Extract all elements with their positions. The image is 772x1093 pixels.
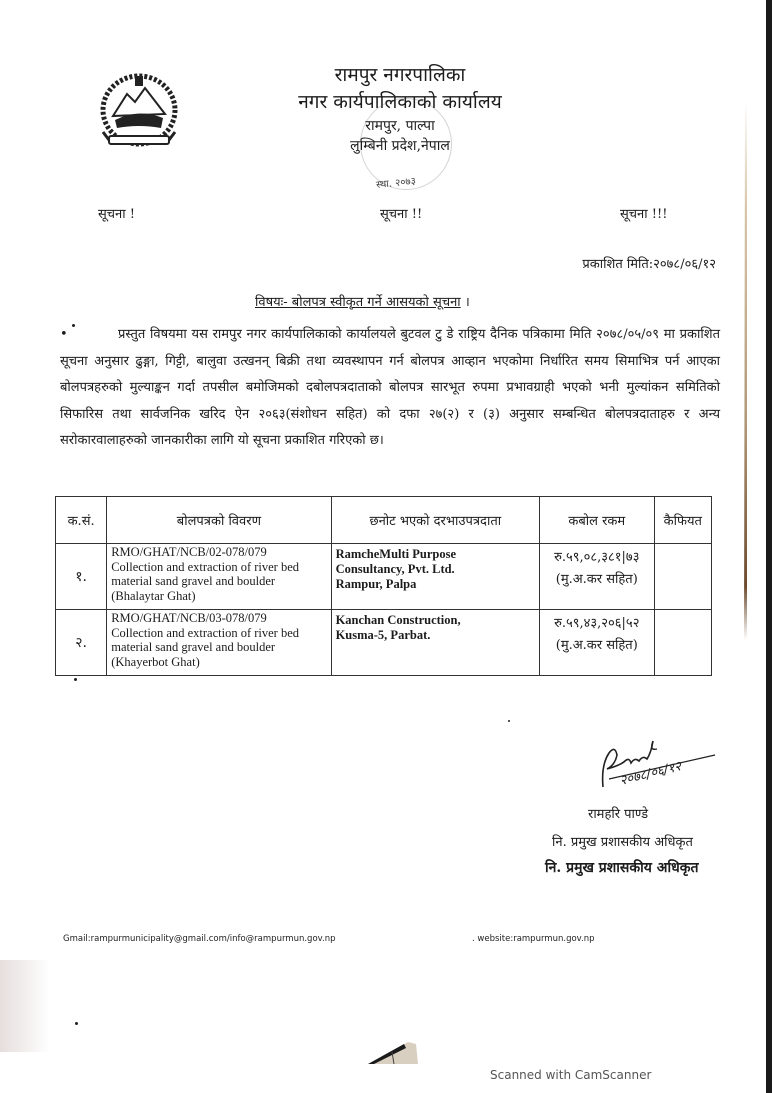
accepted-bids-table: [55, 496, 712, 676]
published-date: प्रकाशित मिति:२०७८/०६/१२: [582, 257, 716, 272]
body-paragraph: [60, 322, 720, 455]
table-row: [56, 610, 712, 676]
camscanner-watermark: Scanned with CamScanner: [490, 1068, 652, 1082]
bid-amount: रु.५९,४३,२०६|५२: [554, 616, 640, 631]
col-bid-amount: कबोल रकम: [540, 497, 655, 544]
bidder-cell: [331, 544, 539, 610]
table-header-row: [56, 497, 712, 544]
scan-speck: [74, 678, 77, 681]
amount-cell: [540, 544, 655, 610]
col-bid-description: बोलपत्रको विवरण: [107, 497, 331, 544]
bid-reference: RMO/GHAT/NCB/03-078/079: [111, 611, 267, 625]
scan-speck: [508, 720, 510, 722]
office-name: नगर कार्यपालिकाको कार्यालय: [298, 91, 502, 113]
photo-artifact: [368, 1040, 426, 1064]
scan-speck: [75, 1022, 78, 1025]
bidder-address: Kusma-5, Parbat.: [335, 628, 431, 642]
footer-dot: .: [472, 934, 478, 944]
tax-note: (मु.अ.कर सहित): [555, 638, 638, 653]
notice-label-3: सूचना !!!: [620, 207, 668, 222]
municipality-name: रामपुर नगरपालिका: [334, 64, 466, 86]
signatory-title-stamp: नि. प्रमुख प्रशासकीय अधिकृत: [545, 860, 699, 876]
notice-body: [60, 322, 720, 455]
signature-date: २०७८/०६/१२: [618, 759, 683, 789]
footer-website: [472, 934, 595, 944]
amount-cell: [540, 610, 655, 676]
bid-site: (Bhalaytar Ghat): [111, 588, 196, 603]
page-shadow: [0, 960, 50, 1052]
screen-edge: [766, 0, 772, 1093]
scan-speck: [72, 324, 75, 327]
handwritten-signature-icon: [595, 735, 725, 795]
col-serial: क.सं.: [56, 497, 107, 544]
bid-reference: RMO/GHAT/NCB/02-078/079: [111, 545, 267, 559]
office-province: लुम्बिनी प्रदेश,नेपाल: [350, 138, 450, 154]
footer-email: Gmail:rampurmunicipality@gmail.com/info@rampurmun.gov.np: [63, 934, 336, 944]
table-row: [56, 544, 712, 610]
bid-site: (Khayerbot Ghat): [111, 654, 200, 669]
notice-label-2: सूचना !!: [380, 207, 423, 222]
signatory-name: रामहरि पाण्डे: [588, 807, 649, 822]
binding-edge: [742, 100, 747, 640]
bid-description: Collection and extraction of river bed material sand gravel and boulder: [111, 559, 299, 588]
remarks-cell: [654, 610, 711, 676]
bidder-cell: [331, 610, 539, 676]
footer-website-text: website:rampurmun.gov.np: [477, 934, 595, 944]
tax-note: (मु.अ.कर सहित): [555, 572, 638, 587]
bidder-name-line2: Consultancy, Pvt. Ltd.: [335, 562, 455, 576]
bidder-name: Kanchan Construction,: [335, 613, 461, 627]
body-paragraph-text: प्रस्तुत विषयमा यस रामपुर नगर कार्यपालिकाको कार्यालयले बुटवल टु डे राष्ट्रिय दैनिक पत्रिकामा मिति २०७८/०५/०९ मा प्रकाशित सूचना अनुसार ढुङ्गा, गिट्टी, बालुवा उत्खनन् बिक्री तथा व्यवस्थापन गर्न बोलपत्र आव्हान भएकोमा निर्धारित समय सिमाभित्र पर्न आएका बोलपत्रहरुको मुल्याङ्कन गर्दा तपसील बमोजिमको दबोलपत्रदाताको बोलपत्र सारभूत रुपमा प्रभावग्राही भएको भनी मुल्यांकन समितिको सिफारिस तथा सार्वजनिक खरिद ऐन २०६३(संशोधन सहित) को दफा २७(२) र (३) अनुसार सम्बन्धित बोलपत्रदाताहरु र अन्य सरोकारवालाहरुको जानकारीका लागि यो सूचना प्रकाशित गरिएको छ।: [60, 327, 720, 448]
description-cell: [107, 544, 331, 610]
bidder-address: Rampur, Palpa: [335, 577, 417, 591]
notice-label-1: सूचना !: [98, 207, 135, 222]
serial-cell: २.: [56, 610, 107, 676]
description-cell: [107, 610, 331, 676]
bid-amount: रु.५९,०८,३८१|७३: [554, 550, 640, 565]
nepal-emblem-icon: [95, 68, 183, 152]
col-remarks: कैफियत: [654, 497, 711, 544]
bid-description: Collection and extraction of river bed material sand gravel and boulder: [111, 625, 299, 654]
office-address: रामपुर, पाल्पा: [365, 118, 435, 134]
bidder-name: RamcheMulti Purpose: [335, 547, 457, 561]
subject-line: [255, 292, 470, 310]
serial-cell: १.: [56, 544, 107, 610]
seal-established-year: स्था. २०७३: [375, 175, 417, 192]
subject-end: ।: [464, 295, 470, 310]
bullet: •: [60, 327, 68, 342]
col-selected-bidder: छनोट भएको दरभाउपत्रदाता: [331, 497, 539, 544]
remarks-cell: [654, 544, 711, 610]
subject-text: विषयः- बोलपत्र स्वीकृत गर्ने आसयको सूचना: [255, 295, 461, 310]
signatory-title: नि. प्रमुख प्रशासकीय अधिकृत: [552, 835, 693, 850]
